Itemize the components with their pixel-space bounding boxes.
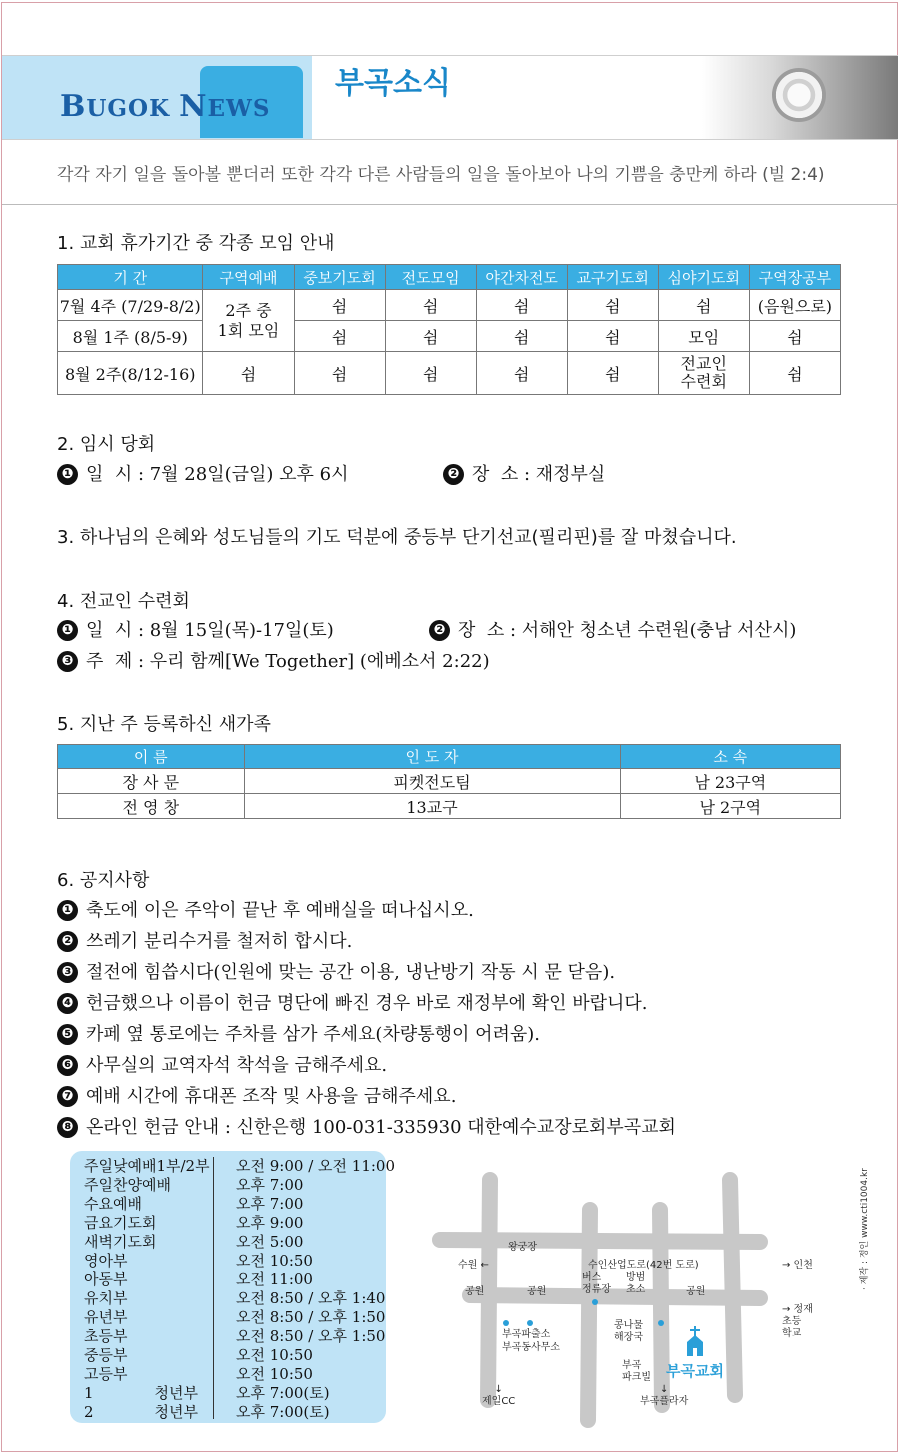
map-label: ↓ 부곡플라자 <box>640 1384 689 1407</box>
schedule-row <box>84 1287 386 1308</box>
schedule-name: 새벽기도회 <box>84 1232 157 1251</box>
table-cell: 쉼 <box>567 321 658 352</box>
new-family-table <box>57 744 841 819</box>
church-icon <box>684 1326 706 1356</box>
schedule-time: 오후 9:00 <box>236 1213 304 1232</box>
table-cell: 쉼 <box>476 290 567 321</box>
table-cell: 쉼 <box>749 352 840 395</box>
section2-heading: 2. 임시 당회 <box>57 434 156 455</box>
schedule-row <box>84 1268 313 1289</box>
table-cell: 8월 1주 (8/5-9) <box>58 321 203 352</box>
church-label: 부곡교회 <box>666 1362 724 1380</box>
schedule-name: 중등부 <box>84 1346 128 1364</box>
retreat-datetime: ❶ 일 시 : 8월 15일(목)-17일(토) <box>57 616 334 642</box>
map-label: 부곡 파크빌 <box>622 1360 651 1383</box>
number-marker: ❷ <box>429 620 450 641</box>
schedule-time: 오후 7:00 <box>236 1194 304 1213</box>
col-header: 심야기도회 <box>658 265 749 290</box>
table-cell: 전교인 수련회 <box>658 352 749 395</box>
community-center-dot <box>527 1320 533 1326</box>
number-marker: ❷ <box>443 464 464 485</box>
retreat-place: ❷ 장 소 : 서해안 청소년 수련원(충남 서산시) <box>429 616 796 642</box>
schedule-name: 초등부 <box>84 1327 128 1346</box>
map-label: 왕궁장 <box>508 1242 537 1253</box>
schedule-name: 주일낮예배1부/2부 <box>84 1157 210 1175</box>
schedule-row <box>84 1306 386 1327</box>
col-header: 야간차전도 <box>476 265 567 290</box>
notice-item: ❼ 예배 시간에 휴대폰 조작 및 사용을 금해주세요. <box>57 1082 456 1108</box>
section6-heading: 6. 공지사항 <box>57 870 150 891</box>
table-cell: 2주 중 1회 모임 <box>203 290 294 352</box>
schedule-time: 오전 10:50 <box>236 1364 313 1383</box>
table-cell: 쉼 <box>385 290 476 321</box>
table-cell: 모임 <box>658 321 749 352</box>
schedule-time: 오전 5:00 <box>236 1232 304 1251</box>
col-header: 소 속 <box>620 745 840 769</box>
map-label: 콩나물 해장국 <box>614 1320 643 1343</box>
newsletter-header <box>2 55 898 140</box>
col-header: 인 도 자 <box>244 745 620 769</box>
notice-item: ❷ 쓰레기 분리수거를 철저히 합시다. <box>57 927 352 953</box>
notice-item: ❶ 축도에 이은 주악이 끝난 후 예배실을 떠나십시오. <box>57 896 474 922</box>
section3-heading: 3. 하나님의 은혜와 성도님들의 기도 덕분에 중등부 단기선교(필리핀)를 잘 마쳤습니다. <box>57 527 737 548</box>
table-cell: 13교구 <box>244 794 620 819</box>
col-header: 구역장공부 <box>749 265 840 290</box>
restaurant-dot <box>658 1320 664 1326</box>
section5-heading: 5. 지난 주 등록하신 새가족 <box>57 714 271 735</box>
schedule-name: 유치부 <box>84 1289 128 1308</box>
table-cell: 쉼 <box>476 352 567 395</box>
map-label: 방범 초소 <box>626 1272 646 1295</box>
schedule-time: 오전 9:00 / 오전 11:00 <box>236 1157 395 1175</box>
schedule-row <box>84 1401 330 1422</box>
schedule-time: 오전 8:50 / 오후 1:40 <box>236 1289 386 1308</box>
schedule-row <box>84 1212 304 1233</box>
notice-item: ❹ 헌금했으나 이름이 헌금 명단에 빠진 경우 바로 재정부에 확인 바랍니다. <box>57 989 647 1015</box>
schedule-time: 오전 8:50 / 오후 1:50 <box>236 1308 386 1327</box>
number-marker: ❸ <box>57 651 78 672</box>
divider <box>2 204 898 205</box>
table-cell: 피켓전도팀 <box>244 769 620 794</box>
location-map <box>430 1170 860 1430</box>
col-header: 구역예배 <box>203 265 294 290</box>
schedule-time: 오후 7:00 <box>236 1175 304 1194</box>
schedule-name: 유년부 <box>84 1308 128 1327</box>
table-cell: 쉼 <box>385 352 476 395</box>
table-cell: 남 23구역 <box>620 769 840 794</box>
schedule-name: 1 청년부 <box>84 1383 198 1402</box>
map-label: 부곡파출소 부곡동사무소 <box>502 1329 560 1353</box>
map-label: 버스 정류장 <box>582 1272 611 1295</box>
col-header: 전도모임 <box>385 265 476 290</box>
map-label: 공원 <box>465 1286 485 1297</box>
section4-heading: 4. 전교인 수련회 <box>57 591 190 612</box>
schedule-divider <box>213 1157 214 1419</box>
schedule-name: 수요예배 <box>84 1194 142 1213</box>
schedule-name: 2 청년부 <box>84 1402 198 1421</box>
table-cell: 쉼 <box>567 352 658 395</box>
table-cell: (음원으로) <box>749 290 840 321</box>
credit-text: · 제작 : 정인 www.cti1004.kr <box>860 1168 870 1290</box>
map-label: ↓ 제일CC <box>482 1384 516 1407</box>
schedule-name: 영아부 <box>84 1251 128 1270</box>
schedule-time: 오후 7:00(토) <box>236 1383 330 1402</box>
number-marker: ❶ <box>57 620 78 641</box>
map-label: → 인천 <box>782 1260 813 1271</box>
worship-schedule <box>70 1151 395 1423</box>
schedule-time: 오전 11:00 <box>236 1270 313 1289</box>
schedule-name: 고등부 <box>84 1364 128 1383</box>
number-marker: ❶ <box>57 464 78 485</box>
col-header: 중보기도회 <box>294 265 385 290</box>
stump-image <box>772 68 826 122</box>
table-cell: 쉼 <box>476 321 567 352</box>
table-cell: 쉼 <box>294 352 385 395</box>
notice-item: ❸ 절전에 힘씁시다(인원에 맞는 공간 이용, 냉난방기 작동 시 문 닫음). <box>57 958 615 984</box>
map-label: 공원 <box>527 1286 547 1297</box>
table-cell: 쉼 <box>294 321 385 352</box>
map-label: 수원 ← <box>458 1260 489 1271</box>
police-box-dot <box>503 1320 509 1326</box>
schedule-row <box>84 1363 313 1384</box>
table-cell: 쉼 <box>567 290 658 321</box>
table-cell: 쉼 <box>658 290 749 321</box>
vacation-schedule-table <box>57 264 841 395</box>
schedule-name: 금요기도회 <box>84 1213 157 1232</box>
table-cell: 8월 2주(8/12-16) <box>58 352 203 395</box>
schedule-time: 오전 10:50 <box>236 1251 313 1270</box>
map-label: → 정재 초등 학교 <box>782 1304 813 1339</box>
schedule-row <box>84 1344 313 1365</box>
bible-verse: 각각 자기 일을 돌아볼 뿐더러 또한 각각 다른 사람들의 일을 돌아보아 나의 기쁨을 충만케 하라 (빌 2:4) <box>57 165 825 185</box>
col-header: 교구기도회 <box>567 265 658 290</box>
col-header: 이 름 <box>58 745 245 769</box>
col-header: 기 간 <box>58 265 203 290</box>
section1-heading: 1. 교회 휴가기간 중 각종 모임 안내 <box>57 233 335 254</box>
schedule-time: 오전 10:50 <box>236 1346 313 1364</box>
table-cell: 쉼 <box>294 290 385 321</box>
table-cell: 쉼 <box>385 321 476 352</box>
table-cell: 쉼 <box>749 321 840 352</box>
meeting-place: ❷ 장 소 : 재정부실 <box>443 460 605 486</box>
page-title: 부곡소식 <box>335 66 451 101</box>
table-cell: 남 2구역 <box>620 794 840 819</box>
schedule-time: 오전 8:50 / 오후 1:50 <box>236 1327 386 1346</box>
map-label: 공원 <box>686 1286 706 1297</box>
schedule-name: 주일찬양예배 <box>84 1175 171 1194</box>
schedule-row <box>84 1193 304 1214</box>
schedule-time: 오후 7:00(토) <box>236 1402 330 1421</box>
schedule-row <box>84 1325 386 1346</box>
notice-item: ❽ 온라인 헌금 안내 : 신한은행 100-031-335930 대한예수교장로회부곡교회 <box>57 1113 676 1139</box>
bugok-news-logo: BUGOK NEWS <box>60 89 271 124</box>
schedule-row <box>84 1382 330 1403</box>
retreat-theme: ❸ 주 제 : 우리 함께[We Together] (에베소서 2:22) <box>57 647 490 673</box>
map-label: 수인산업도로(42번 도로) <box>588 1260 699 1271</box>
schedule-name: 아동부 <box>84 1270 128 1289</box>
table-cell: 쉼 <box>203 352 294 395</box>
bus-stop-dot <box>592 1299 598 1305</box>
notice-item: ❻ 사무실의 교역자석 착석을 금해주세요. <box>57 1051 387 1077</box>
schedule-row <box>84 1155 395 1176</box>
notice-item: ❺ 카페 옆 통로에는 주차를 삼가 주세요(차량통행이 어려움). <box>57 1020 540 1046</box>
table-cell: 7월 4주 (7/29-8/2) <box>58 290 203 321</box>
table-cell: 장 사 문 <box>58 769 245 794</box>
schedule-row <box>84 1231 304 1252</box>
schedule-row <box>84 1174 304 1195</box>
schedule-row <box>84 1250 313 1271</box>
table-cell: 전 영 창 <box>58 794 245 819</box>
meeting-datetime: ❶ 일 시 : 7월 28일(금일) 오후 6시 <box>57 460 348 486</box>
